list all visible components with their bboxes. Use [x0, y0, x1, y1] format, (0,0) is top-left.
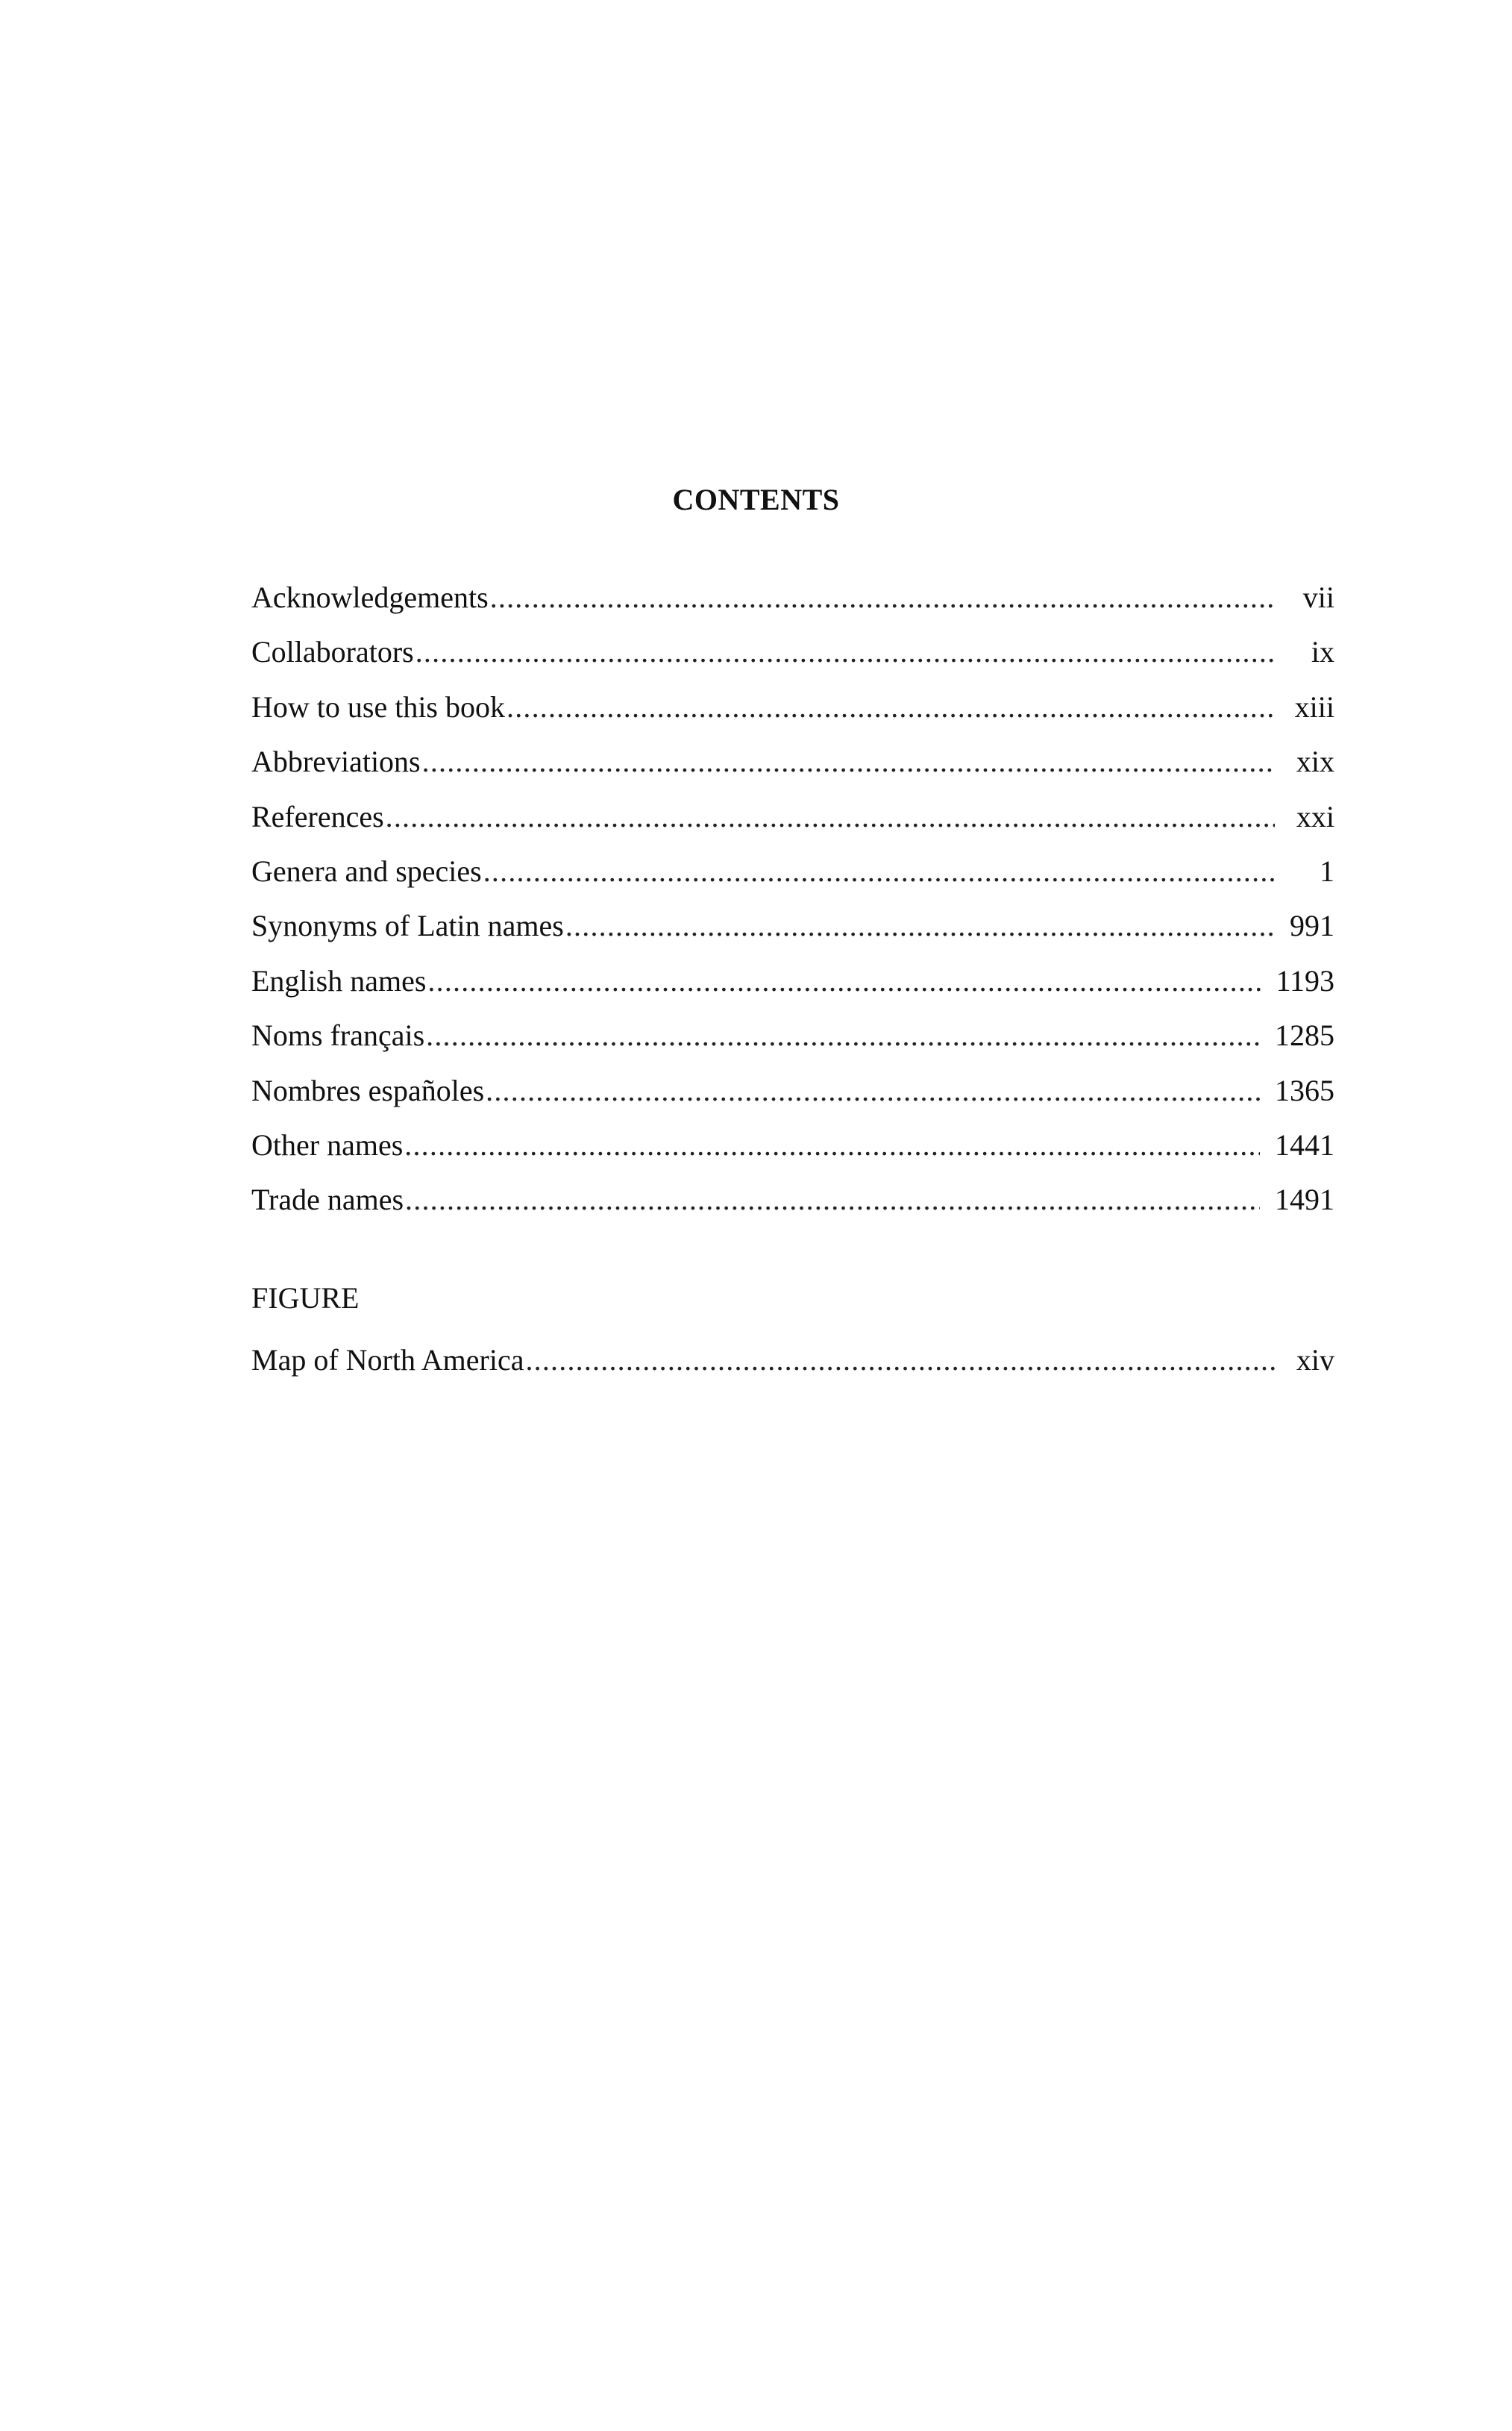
- figure-list: [251, 1333, 1334, 1387]
- toc-entry-label: Synonyms of Latin names: [251, 909, 564, 943]
- toc-entry-references: [251, 789, 1334, 844]
- toc-entry-map-of-north-america: [251, 1333, 1334, 1387]
- dot-leader: [386, 789, 1275, 844]
- toc-entry-page: 1: [1320, 854, 1334, 888]
- contents-list: [251, 570, 1334, 1227]
- dot-leader: [405, 1172, 1260, 1227]
- dot-leader: [490, 570, 1275, 625]
- toc-entry-page: 1285: [1275, 1019, 1334, 1053]
- dot-leader: [565, 898, 1275, 953]
- toc-entry-label: Trade names: [251, 1183, 404, 1217]
- toc-entry-how-to-use: [251, 680, 1334, 734]
- toc-entry-label: Noms français: [251, 1019, 425, 1053]
- toc-entry-label: How to use this book: [251, 689, 505, 724]
- toc-entry-trade-names: [251, 1172, 1334, 1227]
- toc-entry-label: Collaborators: [251, 635, 414, 669]
- dot-leader: [427, 954, 1261, 1008]
- toc-entry-page: 1193: [1276, 963, 1334, 998]
- figure-section-heading: FIGURE: [251, 1281, 360, 1315]
- toc-entry-label: Abbreviations: [251, 745, 421, 779]
- toc-entry-page: xiii: [1294, 689, 1334, 724]
- page-title: CONTENTS: [672, 483, 840, 516]
- toc-entry-noms-francais: [251, 1008, 1334, 1063]
- toc-entry-label: English names: [251, 963, 427, 998]
- toc-entry-page: xiv: [1296, 1343, 1334, 1377]
- toc-entry-genera-and-species: [251, 844, 1334, 898]
- dot-leader: [422, 734, 1275, 789]
- toc-entry-page: xix: [1296, 745, 1334, 779]
- dot-leader: [426, 1008, 1260, 1063]
- toc-entry-label: Other names: [251, 1127, 404, 1162]
- toc-entry-acknowledgements: [251, 570, 1334, 625]
- toc-entry-collaborators: [251, 625, 1334, 679]
- toc-entry-english-names: [251, 954, 1334, 1008]
- toc-entry-page: ix: [1311, 635, 1334, 669]
- toc-entry-label: Genera and species: [251, 854, 482, 888]
- dot-leader: [525, 1333, 1275, 1387]
- toc-entry-label: Map of North America: [251, 1343, 524, 1377]
- toc-entry-label: Acknowledgements: [251, 581, 489, 614]
- toc-entry-synonyms: [251, 898, 1334, 953]
- toc-entry-page: 1491: [1275, 1183, 1334, 1217]
- dot-leader: [404, 1118, 1260, 1172]
- toc-entry-page: vii: [1302, 581, 1334, 614]
- toc-entry-page: 1441: [1275, 1127, 1334, 1162]
- toc-entry-page: xxi: [1296, 799, 1334, 833]
- toc-entry-label: References: [251, 799, 384, 833]
- dot-leader: [486, 1063, 1260, 1118]
- toc-entry-abbreviations: [251, 734, 1334, 789]
- toc-entry-other-names: [251, 1118, 1334, 1172]
- toc-entry-label: Nombres españoles: [251, 1073, 485, 1107]
- dot-leader: [506, 680, 1275, 734]
- toc-entry-nombres-espanoles: [251, 1063, 1334, 1118]
- dot-leader: [483, 844, 1275, 898]
- dot-leader: [415, 625, 1275, 679]
- toc-entry-page: 1365: [1275, 1073, 1334, 1107]
- toc-entry-page: 991: [1290, 909, 1334, 943]
